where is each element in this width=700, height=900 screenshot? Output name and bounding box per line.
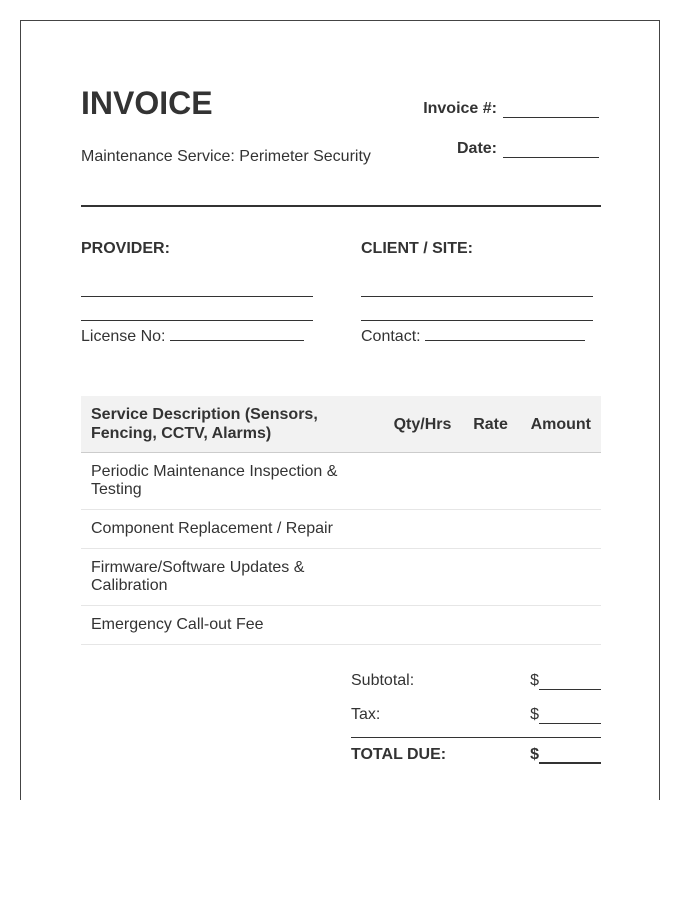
table-row — [81, 510, 601, 549]
row-description: Periodic Maintenance Inspection & Testing — [81, 453, 381, 510]
row-qty[interactable] — [381, 453, 461, 510]
contact-field[interactable] — [361, 328, 585, 346]
table-row — [81, 606, 601, 645]
table-row — [81, 453, 601, 510]
row-rate[interactable] — [461, 510, 518, 549]
invoice-number-field[interactable] — [423, 100, 599, 118]
row-amount[interactable] — [518, 453, 601, 510]
tax-label: Tax: — [351, 706, 381, 723]
row-amount[interactable] — [518, 606, 601, 645]
subtotal-blank[interactable] — [539, 675, 601, 690]
header-divider — [81, 205, 601, 207]
column-header-description: Service Description (Sensors, Fencing, CCTV, Alarms) — [81, 396, 381, 453]
total-due-row — [351, 746, 601, 764]
date-label: Date: — [456, 140, 497, 157]
row-amount[interactable] — [518, 549, 601, 606]
row-description: Emergency Call-out Fee — [81, 606, 381, 645]
column-header-rate: Rate — [461, 396, 518, 453]
client-line-1[interactable] — [361, 296, 593, 297]
table-row — [81, 549, 601, 606]
row-amount[interactable] — [518, 510, 601, 549]
tax-currency: $ — [530, 706, 539, 723]
client-heading: CLIENT / SITE: — [361, 240, 473, 257]
services-table — [81, 396, 601, 645]
invoice-number-blank[interactable] — [503, 103, 599, 118]
tax-blank[interactable] — [539, 709, 601, 724]
client-line-2[interactable] — [361, 320, 593, 321]
column-header-amount: Amount — [518, 396, 601, 453]
tax-row — [351, 706, 601, 724]
invoice-subtitle: Maintenance Service: Perimeter Security — [81, 148, 371, 165]
license-blank[interactable] — [170, 328, 304, 341]
provider-line-2[interactable] — [81, 320, 313, 321]
row-description: Component Replacement / Repair — [81, 510, 381, 549]
table-header-row — [81, 396, 601, 453]
total-due-blank[interactable] — [539, 748, 601, 764]
subtotal-currency: $ — [530, 672, 539, 689]
row-rate[interactable] — [461, 549, 518, 606]
subtotal-amount-field[interactable] — [530, 672, 601, 690]
invoice-title: INVOICE — [81, 85, 213, 121]
contact-blank[interactable] — [425, 328, 585, 341]
column-header-qty: Qty/Hrs — [381, 396, 461, 453]
provider-heading: PROVIDER: — [81, 240, 170, 257]
license-label: License No: — [81, 328, 166, 345]
tax-amount-field[interactable] — [530, 706, 601, 724]
total-due-currency: $ — [530, 746, 539, 763]
row-qty[interactable] — [381, 510, 461, 549]
invoice-page — [20, 20, 660, 800]
total-due-amount-field[interactable] — [530, 746, 601, 764]
total-due-label: TOTAL DUE: — [351, 746, 447, 763]
invoice-number-label: Invoice #: — [423, 100, 497, 117]
date-field[interactable] — [457, 140, 599, 158]
license-field[interactable] — [81, 328, 304, 346]
provider-line-1[interactable] — [81, 296, 313, 297]
date-blank[interactable] — [503, 143, 599, 158]
totals-divider — [351, 737, 601, 738]
row-qty[interactable] — [381, 606, 461, 645]
subtotal-row — [351, 672, 601, 690]
row-description: Firmware/Software Updates & Calibration — [81, 549, 381, 606]
row-qty[interactable] — [381, 549, 461, 606]
contact-label: Contact: — [361, 328, 421, 345]
row-rate[interactable] — [461, 453, 518, 510]
subtotal-label: Subtotal: — [351, 672, 415, 689]
row-rate[interactable] — [461, 606, 518, 645]
